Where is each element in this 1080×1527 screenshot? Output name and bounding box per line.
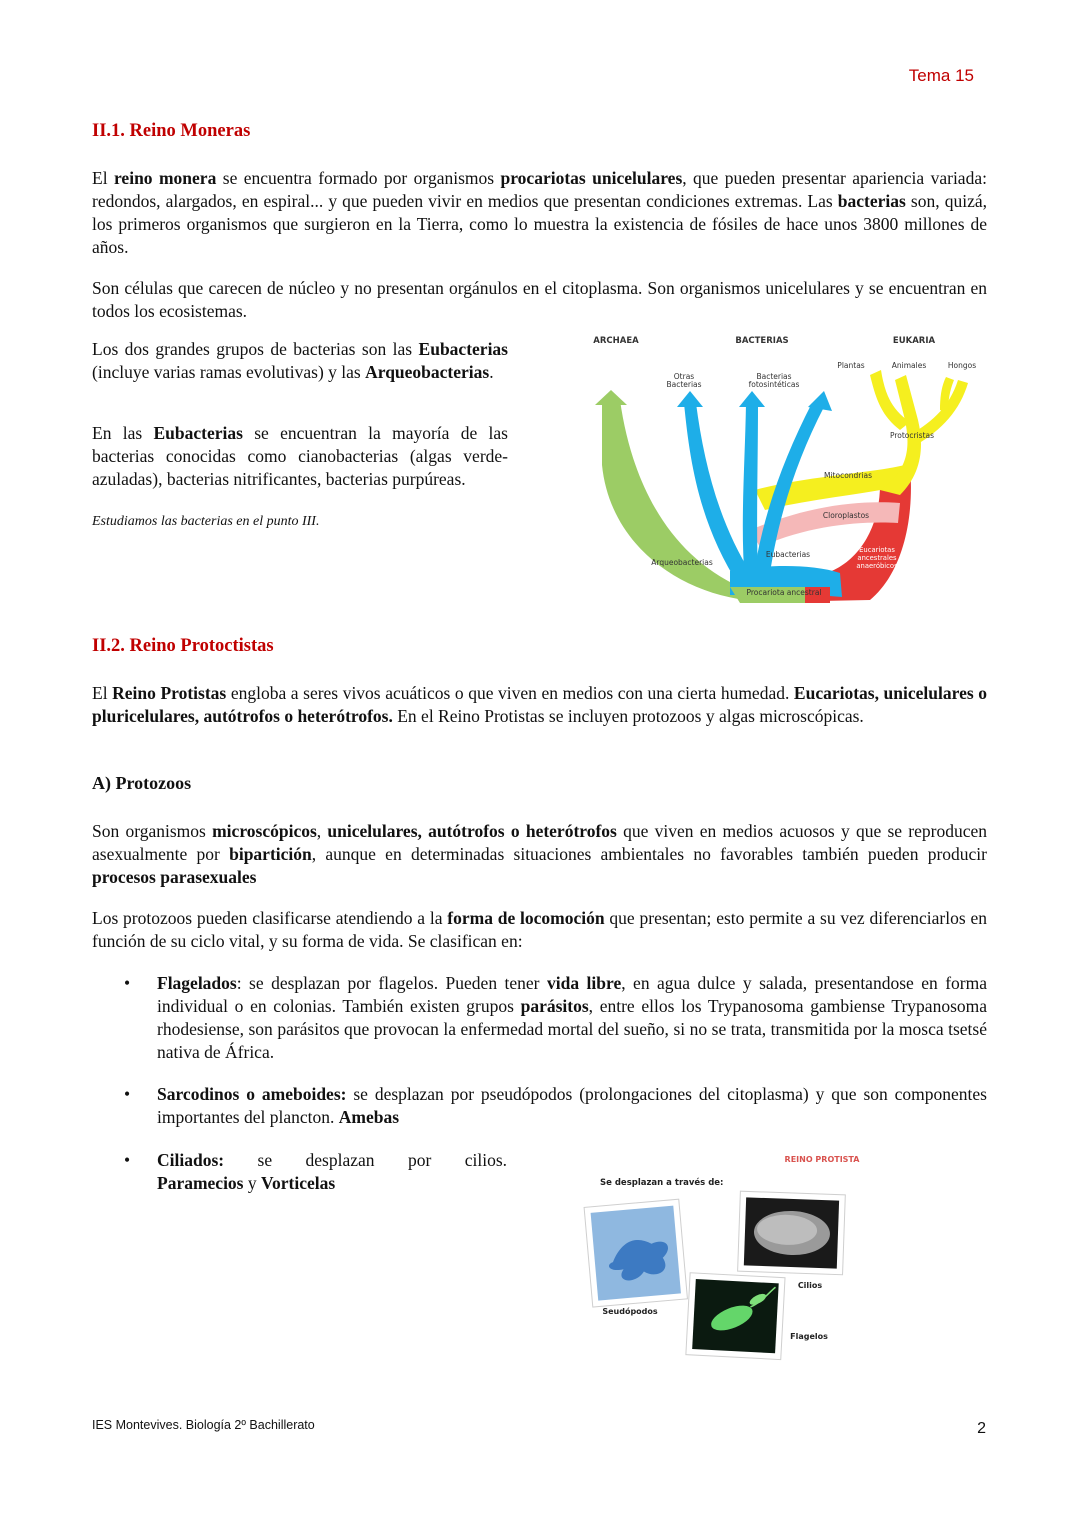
- protoctistas-paragraph-1: El Reino Protistas engloba a seres vivos acuáticos o que viven en medios con una cierta humedad. Eucariotas, unicelulares o pluricelulares, autótrofos o heterótrofos. En el Reino Protistas se incluyen protozoos y algas microscópicas.: [92, 683, 987, 726]
- protozoa-list-2: [124, 1083, 987, 1129]
- label-procariota: Procariota ancestral: [746, 588, 822, 597]
- flagellate-photo: [686, 1273, 785, 1360]
- list-item-flagelados: • Flagelados: se desplazan por flagelos. Pueden tener vida libre, en agua dulce y salada, presentandose en forma individual o en colonias. También existen grupos parásitos, entre ellos los Trypanosoma gambiense Trypanosoma rhodesiense, son parásitos que provocan la enfermedad mortal del sueño, si no se trata, transmitida por la mosca tsetsé nativa de África.: [124, 973, 988, 1062]
- moneras-paragraph-1: El reino monera se encuentra formado por organismos procariotas unicelulares, que pueden presentar apariencia variada: redondos, alargados, en espiral... y que pueden vivir en medios que presentan condiciones extremas. Las bacterias son, quizá, los primeros organismos que surgieron en la Tierra, como lo muestra la existencia de fósiles de hace unos 3800 millones de años.: [92, 168, 987, 257]
- amoeba-photo: [584, 1199, 687, 1307]
- figure-title: REINO PROTISTA: [784, 1155, 860, 1164]
- label-other-bacteria-1: Otras: [673, 372, 695, 381]
- protist-locomotion-figure: [582, 1150, 862, 1370]
- page-number: 2: [977, 1420, 986, 1437]
- protozoa-list: [124, 972, 988, 1064]
- list-item-ciliados-examples: Paramecios y Vorticelas: [157, 1173, 336, 1193]
- label-animales: Animales: [891, 361, 927, 370]
- label-hongos: Hongos: [947, 361, 977, 370]
- moneras-note: Estudiamos las bacterias en el punto III.: [92, 514, 320, 529]
- label-cilios: Cilios: [797, 1281, 823, 1290]
- label-arqueobacterias: Arqueobacterias: [651, 558, 713, 567]
- label-photosynthetic-1: Bacterias: [756, 372, 792, 381]
- protozoos-paragraph-2: Los protozoos pueden clasificarse atendiendo a la forma de locomoción que presentan; esto permite a su vez diferenciarlos en función de su ciclo vital, y su forma de vida. Se clasifican en:: [92, 908, 987, 951]
- label-flagelos: Flagelos: [790, 1332, 828, 1341]
- bacteria-arrow-photosynthetic: [739, 391, 765, 407]
- label-photosynthetic-2: fotosintéticas: [748, 380, 800, 389]
- label-protocristas: Protocristas: [889, 431, 935, 440]
- subsection-protozoos: A) Protozoos: [92, 773, 192, 793]
- bullet: •: [124, 1150, 131, 1170]
- phylogenetic-tree-diagram: [580, 325, 990, 610]
- label-eukaria: EUKARIA: [892, 336, 936, 346]
- figure-subtitle: Se desplazan a través de:: [600, 1178, 724, 1188]
- list-item-sarcodinos: • Sarcodinos o ameboides: se desplazan por pseudópodos (prolongaciones del citoplasma) y que son componentes importantes del plancton. Amebas: [124, 1084, 987, 1127]
- label-plantas: Plantas: [837, 361, 865, 370]
- moneras-paragraph-2: Son células que carecen de núcleo y no presentan orgánulos en el citoplasma. Son organismos unicelulares y se encuentran en todos los ecosistemas.: [92, 278, 987, 321]
- section-title-protoctistas: II.2. Reino Protoctistas: [92, 636, 274, 656]
- label-mitocondrias: Mitocondrias: [824, 471, 872, 480]
- label-other-bacteria-2: Bacterias: [666, 380, 702, 389]
- label-eucariotas-1: Eucariotas: [859, 546, 895, 554]
- bacteria-arrow-other: [677, 391, 703, 407]
- archaea-arrow: [595, 390, 627, 405]
- moneras-paragraph-3: Los dos grandes grupos de bacterias son las Eubacterias (incluye varias ramas evolutivas) y las Arqueobacterias.: [92, 339, 508, 382]
- moneras-paragraph-4: En las Eubacterias se encuentran la mayoría de las bacterias conocidas como cianobacterias (algas verde-azuladas), bacterias nitrificantes, bacterias purpúreas.: [92, 423, 508, 489]
- label-bacterias: BACTERIAS: [735, 336, 789, 346]
- label-seudopodos: Seudópodos: [602, 1307, 658, 1316]
- list-item-ciliados: • Ciliados: se desplazan por cilios.: [124, 1150, 507, 1170]
- label-eubacterias: Eubacterias: [765, 550, 811, 559]
- label-archaea: ARCHAEA: [593, 336, 639, 346]
- ciliate-photo: [738, 1191, 846, 1275]
- bullet: •: [124, 1084, 131, 1104]
- footer-institution: IES Montevives. Biología 2º Bachillerato: [92, 1418, 315, 1432]
- label-eucariotas-2: ancestrales: [857, 554, 897, 562]
- header-topic: Tema 15: [908, 66, 974, 85]
- section-title-moneras: II.1. Reino Moneras: [92, 121, 251, 141]
- bacteria-branch-photosynthetic: [743, 403, 758, 583]
- protozoos-paragraph-1: Son organismos microscópicos, unicelulares, autótrofos o heterótrofos que viven en medios acuosos y que se reproducen asexualmente por bipartición, aunque en determinadas situaciones ambientales no favorables también pueden producir procesos parasexuales: [92, 821, 988, 887]
- protozoa-list-3: [124, 1149, 507, 1195]
- bullet: •: [124, 973, 131, 993]
- label-cloroplastos: Cloroplastos: [822, 511, 870, 520]
- label-eucariotas-3: anaeróbicos: [856, 562, 898, 570]
